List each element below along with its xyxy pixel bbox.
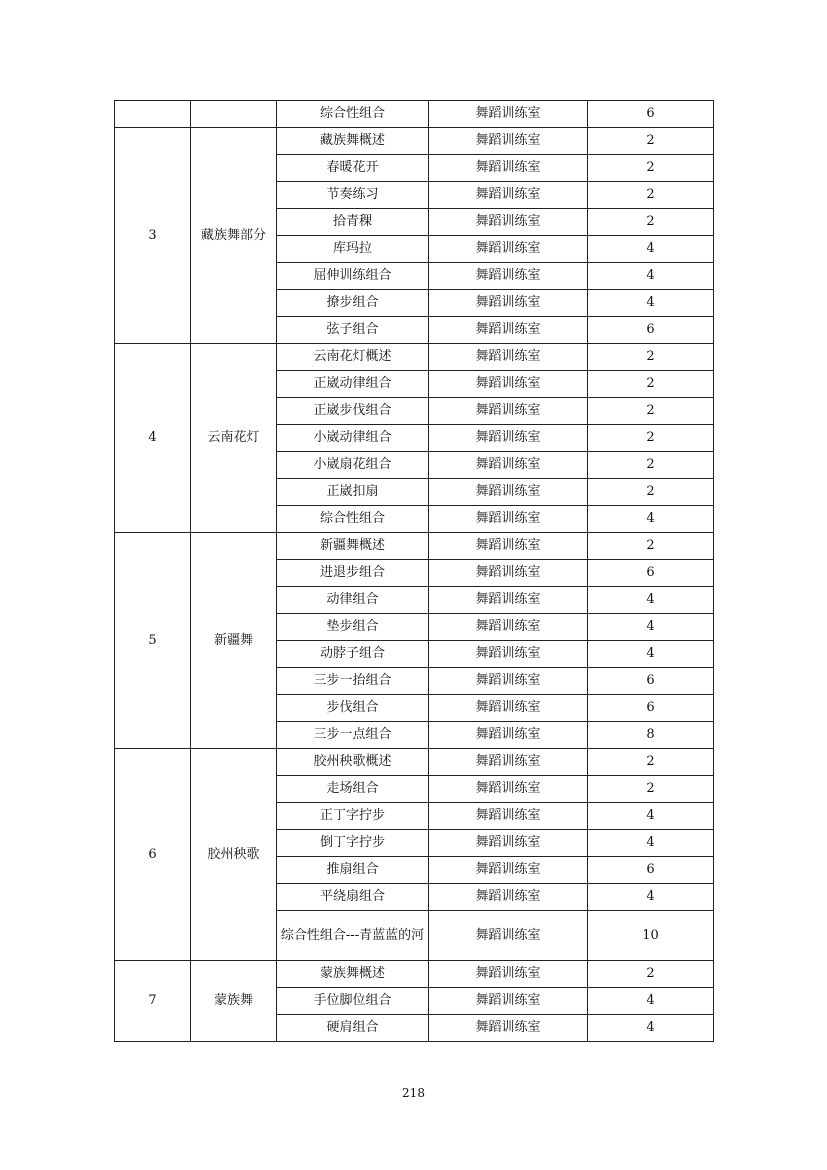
hours-cell: 4	[588, 290, 714, 317]
hours-cell: 4	[588, 1015, 714, 1042]
venue-cell: 舞蹈训练室	[429, 884, 588, 911]
topic-cell: 走场组合	[277, 776, 429, 803]
venue-cell: 舞蹈训练室	[429, 155, 588, 182]
venue-cell: 舞蹈训练室	[429, 182, 588, 209]
venue-cell: 舞蹈训练室	[429, 425, 588, 452]
topic-cell: 三步一点组合	[277, 722, 429, 749]
index-cell: 6	[115, 749, 191, 961]
venue-cell: 舞蹈训练室	[429, 209, 588, 236]
venue-cell: 舞蹈训练室	[429, 398, 588, 425]
topic-cell: 综合性组合---青蓝蓝的河	[277, 911, 429, 961]
hours-cell: 2	[588, 155, 714, 182]
venue-cell: 舞蹈训练室	[429, 988, 588, 1015]
hours-cell: 2	[588, 371, 714, 398]
topic-cell: 综合性组合	[277, 506, 429, 533]
hours-cell: 2	[588, 425, 714, 452]
hours-cell: 4	[588, 641, 714, 668]
topic-cell: 新疆舞概述	[277, 533, 429, 560]
table-row	[115, 128, 714, 155]
table-row	[115, 344, 714, 371]
venue-cell: 舞蹈训练室	[429, 560, 588, 587]
venue-cell: 舞蹈训练室	[429, 344, 588, 371]
table-row	[115, 533, 714, 560]
venue-cell: 舞蹈训练室	[429, 290, 588, 317]
hours-cell: 6	[588, 317, 714, 344]
venue-cell: 舞蹈训练室	[429, 1015, 588, 1042]
hours-cell: 2	[588, 452, 714, 479]
venue-cell: 舞蹈训练室	[429, 641, 588, 668]
topic-cell: 三步一抬组合	[277, 668, 429, 695]
hours-cell: 2	[588, 209, 714, 236]
venue-cell: 舞蹈训练室	[429, 961, 588, 988]
topic-cell: 撩步组合	[277, 290, 429, 317]
venue-cell: 舞蹈训练室	[429, 668, 588, 695]
index-cell: 5	[115, 533, 191, 749]
topic-cell: 动脖子组合	[277, 641, 429, 668]
hours-cell: 4	[588, 988, 714, 1015]
hours-cell: 4	[588, 614, 714, 641]
venue-cell: 舞蹈训练室	[429, 803, 588, 830]
index-cell	[115, 101, 191, 128]
topic-cell: 步伐组合	[277, 695, 429, 722]
topic-cell: 藏族舞概述	[277, 128, 429, 155]
venue-cell: 舞蹈训练室	[429, 695, 588, 722]
hours-cell: 4	[588, 884, 714, 911]
topic-cell: 节奏练习	[277, 182, 429, 209]
index-cell: 3	[115, 128, 191, 344]
venue-cell: 舞蹈训练室	[429, 317, 588, 344]
hours-cell: 6	[588, 695, 714, 722]
hours-cell: 4	[588, 830, 714, 857]
hours-cell: 2	[588, 533, 714, 560]
topic-cell: 正崴扣扇	[277, 479, 429, 506]
venue-cell: 舞蹈训练室	[429, 911, 588, 961]
table-row	[115, 101, 714, 128]
hours-cell: 6	[588, 857, 714, 884]
topic-cell: 正崴动律组合	[277, 371, 429, 398]
table-row	[115, 961, 714, 988]
topic-cell: 倒丁字拧步	[277, 830, 429, 857]
hours-cell: 4	[588, 803, 714, 830]
venue-cell: 舞蹈训练室	[429, 830, 588, 857]
venue-cell: 舞蹈训练室	[429, 776, 588, 803]
topic-cell: 垫步组合	[277, 614, 429, 641]
venue-cell: 舞蹈训练室	[429, 236, 588, 263]
hours-cell: 2	[588, 749, 714, 776]
hours-cell: 2	[588, 961, 714, 988]
index-cell: 7	[115, 961, 191, 1042]
venue-cell: 舞蹈训练室	[429, 128, 588, 155]
hours-cell: 2	[588, 479, 714, 506]
index-cell: 4	[115, 344, 191, 533]
venue-cell: 舞蹈训练室	[429, 533, 588, 560]
topic-cell: 蒙族舞概述	[277, 961, 429, 988]
hours-cell: 2	[588, 128, 714, 155]
hours-cell: 4	[588, 236, 714, 263]
category-cell: 蒙族舞	[191, 961, 277, 1042]
hours-cell: 4	[588, 263, 714, 290]
venue-cell: 舞蹈训练室	[429, 479, 588, 506]
venue-cell: 舞蹈训练室	[429, 101, 588, 128]
hours-cell: 4	[588, 506, 714, 533]
venue-cell: 舞蹈训练室	[429, 857, 588, 884]
venue-cell: 舞蹈训练室	[429, 452, 588, 479]
hours-cell: 2	[588, 776, 714, 803]
topic-cell: 春暖花开	[277, 155, 429, 182]
table-body	[115, 101, 714, 1042]
venue-cell: 舞蹈训练室	[429, 614, 588, 641]
topic-cell: 进退步组合	[277, 560, 429, 587]
hours-cell: 2	[588, 398, 714, 425]
topic-cell: 拾青稞	[277, 209, 429, 236]
hours-cell: 4	[588, 587, 714, 614]
topic-cell: 手位脚位组合	[277, 988, 429, 1015]
hours-cell: 6	[588, 560, 714, 587]
hours-cell: 8	[588, 722, 714, 749]
category-cell: 胶州秧歌	[191, 749, 277, 961]
topic-cell: 平绕扇组合	[277, 884, 429, 911]
topic-cell: 推扇组合	[277, 857, 429, 884]
hours-cell: 2	[588, 344, 714, 371]
venue-cell: 舞蹈训练室	[429, 749, 588, 776]
topic-cell: 弦子组合	[277, 317, 429, 344]
venue-cell: 舞蹈训练室	[429, 371, 588, 398]
category-cell: 云南花灯	[191, 344, 277, 533]
hours-cell: 10	[588, 911, 714, 961]
topic-cell: 正丁字拧步	[277, 803, 429, 830]
topic-cell: 综合性组合	[277, 101, 429, 128]
venue-cell: 舞蹈训练室	[429, 263, 588, 290]
page-number: 218	[402, 1086, 425, 1100]
topic-cell: 小崴动律组合	[277, 425, 429, 452]
venue-cell: 舞蹈训练室	[429, 587, 588, 614]
venue-cell: 舞蹈训练室	[429, 506, 588, 533]
venue-cell: 舞蹈训练室	[429, 722, 588, 749]
topic-cell: 云南花灯概述	[277, 344, 429, 371]
hours-cell: 2	[588, 182, 714, 209]
table-row	[115, 749, 714, 776]
topic-cell: 小崴扇花组合	[277, 452, 429, 479]
category-cell: 新疆舞	[191, 533, 277, 749]
topic-cell: 库玛拉	[277, 236, 429, 263]
course-table	[114, 100, 714, 1042]
hours-cell: 6	[588, 668, 714, 695]
topic-cell: 动律组合	[277, 587, 429, 614]
topic-cell: 正崴步伐组合	[277, 398, 429, 425]
topic-cell: 胶州秧歌概述	[277, 749, 429, 776]
category-cell: 藏族舞部分	[191, 128, 277, 344]
hours-cell: 6	[588, 101, 714, 128]
category-cell	[191, 101, 277, 128]
topic-cell: 屈伸训练组合	[277, 263, 429, 290]
topic-cell: 硬肩组合	[277, 1015, 429, 1042]
